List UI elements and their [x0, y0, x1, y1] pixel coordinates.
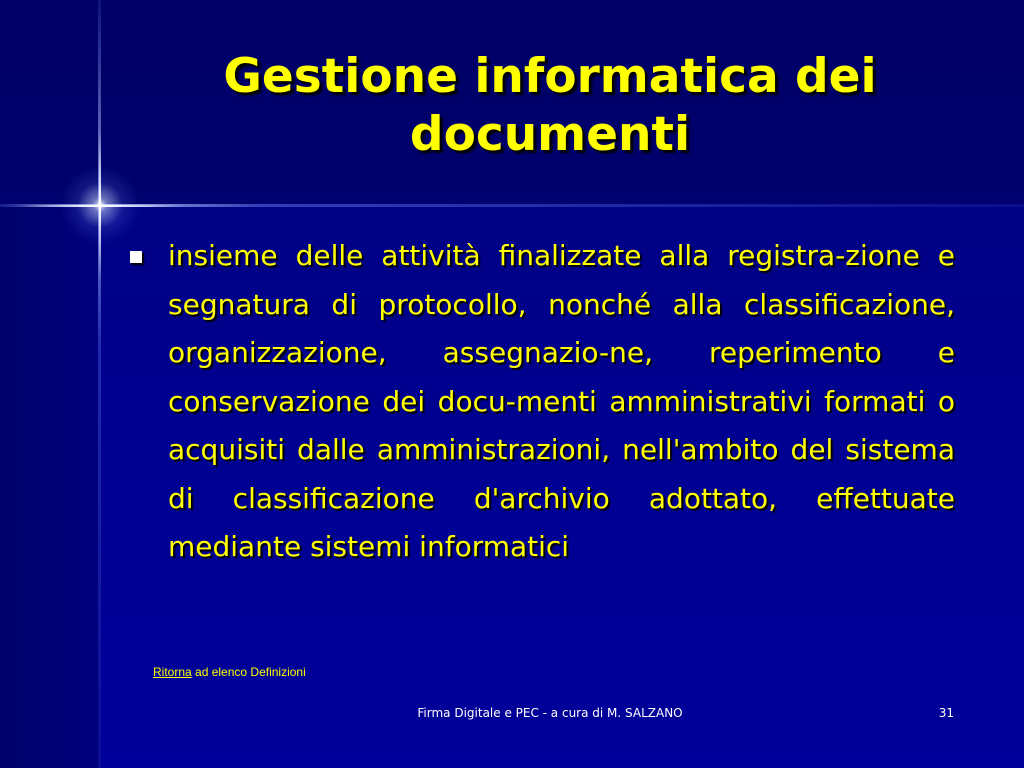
bullet-item [130, 232, 955, 572]
bullet-list [130, 232, 955, 572]
star-horizontal-ray [20, 205, 180, 207]
footer-text: Firma Digitale e PEC - a cura di M. SALZANO [417, 706, 683, 720]
title-line-2: documenti [409, 107, 691, 162]
return-link[interactable]: Ritorna [153, 665, 192, 679]
square-bullet-icon [130, 251, 142, 263]
bullet-text: insieme delle attività finalizzate alla registra-zione e segnatura di protocollo, nonché alla classificazione, organizzazione, assegnazio-ne, reperimento e conservazione dei docu-menti amministrativi formati o acquisiti dalle amministrazioni, nell'ambito del sistema di classificazione d'archivio adottato, effettuate mediante sistemi informatici [168, 239, 955, 563]
vertical-divider-line [98, 0, 101, 768]
slide-title [110, 48, 990, 164]
page-number: 31 [938, 706, 954, 720]
return-link-line [153, 665, 306, 679]
return-link-suffix: ad elenco Definizioni [191, 665, 306, 679]
title-line-1: Gestione informatica dei [223, 49, 877, 104]
